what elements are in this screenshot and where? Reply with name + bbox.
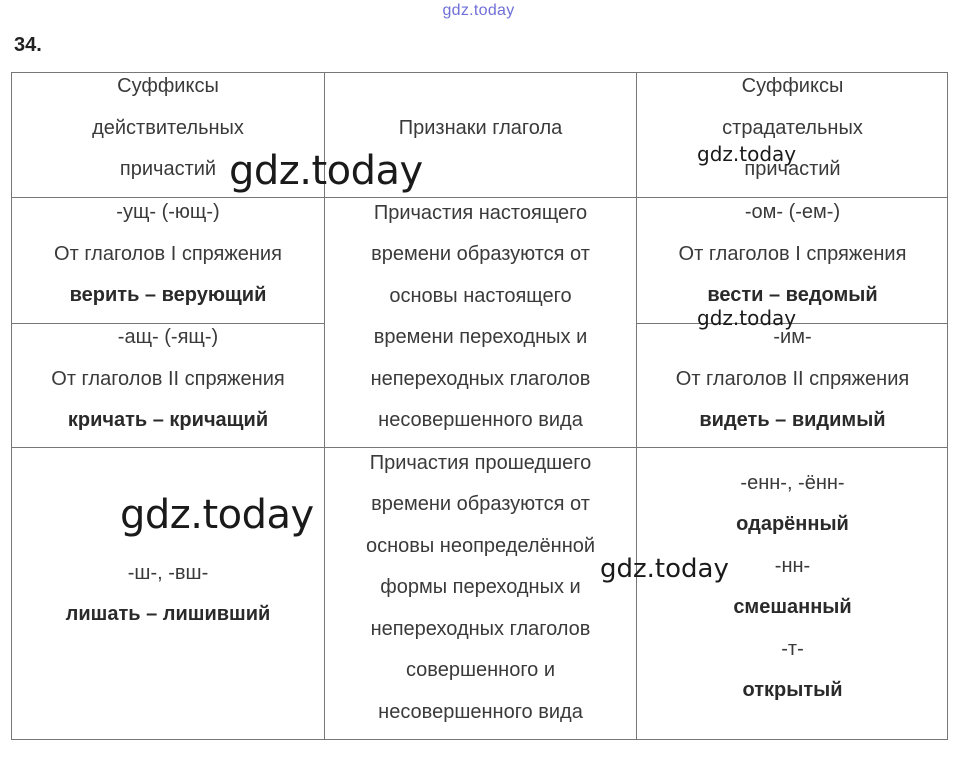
watermark: gdz.today	[120, 492, 314, 538]
rule-text: От глаголов II спряжения	[51, 367, 285, 390]
watermark: gdz.today	[229, 148, 423, 194]
suffix-text: -нн-	[774, 554, 811, 577]
example-text: верить – верующий	[69, 284, 267, 307]
rule-text: От глаголов II спряжения	[675, 367, 910, 390]
rule-line: несовершенного вида	[378, 409, 583, 431]
example-text: лишать – лишивший	[65, 603, 271, 625]
example-text: видеть – видимый	[699, 409, 886, 432]
suffix-text: -т-	[781, 637, 804, 660]
rule-line: непереходных глаголов	[370, 367, 591, 390]
header-line: действительных	[92, 116, 244, 139]
header-line: Суффиксы	[117, 75, 219, 98]
rule-line: времени образуются от	[371, 243, 590, 265]
rule-line: непереходных глаголов	[370, 617, 591, 640]
rule-line: формы переходных и	[380, 576, 581, 599]
task-number: 34.	[14, 34, 42, 56]
suffix-text: -им-	[773, 326, 812, 349]
suffix-text: -ом- (-ем-)	[744, 201, 841, 224]
suffix-text: -ащ- (-ящ-)	[117, 326, 219, 349]
header-line: причастий	[744, 158, 841, 181]
header-line: страдательных	[722, 116, 863, 139]
cell-passive-present-1conj	[637, 192, 948, 317]
rule-line: времени переходных и	[373, 326, 588, 348]
rule-line: времени образуются от	[371, 493, 590, 516]
header-line: Признаки глагола	[398, 116, 563, 139]
cell-past-formation	[325, 442, 636, 734]
suffix-text: -ущ- (-ющ-)	[116, 201, 220, 224]
rule-text: От глаголов I спряжения	[678, 242, 907, 265]
example-text: одарённый	[736, 513, 849, 535]
rule-text: От глаголов I спряжения	[54, 242, 282, 265]
watermark: gdz.today	[697, 306, 797, 330]
example-text: смешанный	[733, 596, 852, 618]
cell-passive-present-2conj	[637, 317, 948, 442]
watermark: gdz.today	[697, 142, 797, 166]
rule-line: основы настоящего	[389, 284, 572, 307]
header-line: причастий	[119, 158, 217, 181]
watermark: gdz.today	[600, 554, 729, 584]
cell-active-present-2conj	[12, 317, 324, 442]
example-text: открытый	[742, 679, 843, 701]
example-text: вести – ведомый	[707, 284, 878, 307]
rule-line: основы неопределённой	[365, 534, 596, 557]
site-label[interactable]: gdz.today	[442, 2, 515, 19]
cell-active-present-1conj	[12, 192, 324, 317]
rule-line: совершенного и	[405, 659, 556, 682]
example-text: кричать – кричащий	[67, 409, 269, 432]
header-passive-suffixes	[637, 66, 948, 191]
header-line: Суффиксы	[741, 75, 844, 98]
rule-line: несовершенного вида	[378, 700, 583, 723]
suffix-text: -ш-, -вш-	[127, 561, 209, 584]
cell-present-formation	[325, 192, 636, 442]
rule-line: Причастия настоящего	[373, 201, 588, 224]
suffix-text: -енн-, -ённ-	[740, 471, 845, 494]
rule-line: Причастия прошедшего	[369, 451, 592, 474]
cell-passive-past	[637, 462, 948, 712]
